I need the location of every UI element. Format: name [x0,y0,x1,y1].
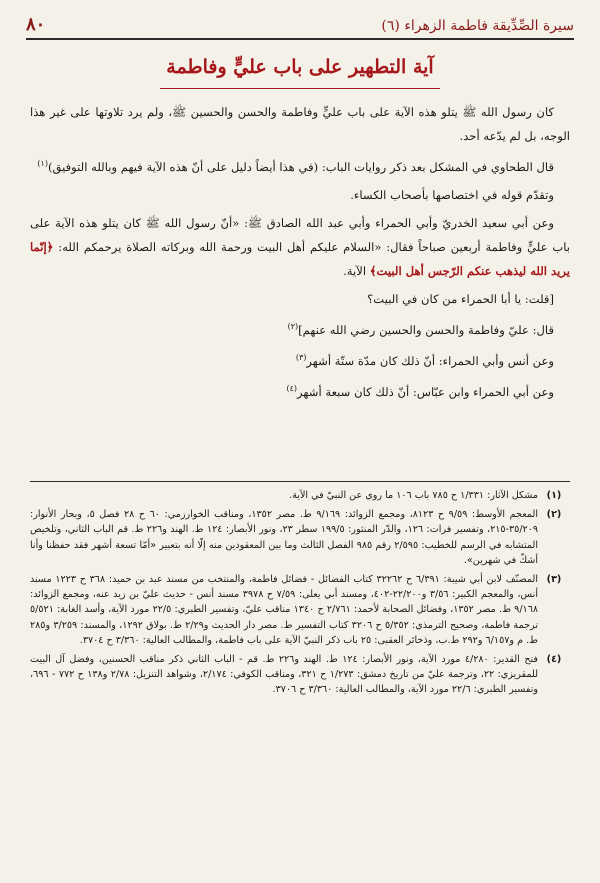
paragraph [30,183,570,207]
paragraph-text: [قلت: يا أبا الحمراء من كان في البيت؟ [367,291,554,306]
footnote-number: (١) [546,490,562,501]
paragraph-text: الآية. [343,263,370,278]
page-number: ٨٠ [26,14,46,35]
running-title: سيرة الصِّدِّيقة فاطمة الزهراء (٦) [381,18,574,34]
paragraph-text: كان رسول الله ﷺ يتلو هذه الآية على باب عليٍّ وفاطمة والحسن والحسين ﷺ، ولم يرد تلاوتها على غير هذا الوجه، بل لم يدّعه أحد. [30,105,570,143]
footnote-item [30,488,570,503]
footnote-text: فتح القدير: ٤/٢٨٠ مورد الآية، ونور الأبصار: ١٢٤ ط. الهند و٢٢٦ ط. قم - الباب الثاني ذكر مناقب الحسنين، وفضل آل البيت للمقريزي: ٢٢، وترجمة عليّ من تاريخ دمشق: ١/٢٧٣ ح ٣٢١، ومناقب الكوفي: ٢/١٧٤، وشواهد التنزيل: ٢/٧٨ و١٣٨ ح ٧٧٢ - ٦٩٦، وتفسير الطبري: ٢٢/٦ مورد الآية، والمطالب العالية: ٣/٣٦٠ ح ٣٧٠٦. [30,654,539,696]
paragraph-text: وعن أبي الحمراء وابن عبّاس: أنّ ذلك كان سبعة أشهر [297,384,554,399]
footnote-text: مشكل الآثار: ١/٣٣١ ح ٧٨٥ باب ١٠٦ ما روي عن النبيّ في الآية. [289,490,538,501]
footnote-text: المعجم الأوسط: ٩/٥٩ ح ٨١٢٣، ومجمع الزوائد: ٩/١٦٩ ط. مصر ١٣٥٢، ومناقب الخوارزمي: ٦٠ ح ٢٨ فصل ٥، وبحار الأنوار: ٣٥/٢٠٩-٢١٥، وتفسير فرات: ١٢٦، والدّر المنثور: ١٩٩/٥ سطر ٢٣، ونور الأبصار: ١٢٤ ط. الهند و٢٢٦ ط. قم الباب الثاني، وتلخيص المتشابه في الرسم للخطيب: ٢/٥٩٥ رقم ٩٨٥ الفصل الثالث وما بين المعقودين منه إلّا أنه بتعبير «أمّا تسعة أشهر فقد حفظنا وأنا أشكّ في شهرين». [30,509,539,566]
paragraph [30,346,570,373]
paragraph-text: قال: عليّ وفاطمة والحسن والحسين رضي الله عنهم] [298,322,554,337]
paragraph [30,315,570,342]
paragraph [30,211,570,283]
footnote-number: (٤) [546,654,562,666]
paragraph-text: وعن أنس وأبي الحمراء: أنّ ذلك كان مدّة ستّة أشهر [306,353,554,368]
footnote-ref[interactable]: (٣) [295,352,307,362]
paragraph [30,377,570,404]
main-text [30,100,570,407]
paragraph-text: وعن أبي سعيد الخدريّ وأبي الحمراء وأبي عبد الله الصادق ﷺ: «أنّ رسول الله ﷺ كان يتلو هذه الآية على باب عليٍّ وفاطمة أربعين صباحاً فقال: «السلام عليكم أهل البيت ورحمة الله وبركاته الصلاة يرحمكم الله: [30,215,570,254]
footnote-item [30,652,570,698]
paragraph [30,287,570,311]
footnote-ref[interactable]: (٤) [286,383,298,393]
footnote-text: المصنّف لابن أبي شيبة: ٦/٣٩١ ح ٣٢٢٦٢ كتاب الفضائل - فضائل فاطمة، والمنتخب من مسند عبد بن حميد: ٣٦٨ ح ١٢٢٣ مسند أنس، والمعجم الكبير: ٣/٥٦ و٢٢/٢٠٠-٤٠٢، ومسند أبي يعلى: ٧/٥٩ ح ٣٩٧٨ مسند أنس - حديث عليّ بن زيد عنه، ومجمع الزوائد: ٩/١٦٨ ط. مصر ١٣٥٢، وفضائل الصحابة لأحمد: ٢/٧٦١ ح ١٣٤٠ مناقب عليّ، وتفسير الطبري: ٢٢/٥ مورد الآية، وأسد الغابة: ٥/٥٢١ ترجمة فاطمة، وصحيح الترمذي: ٥/٣٥٢ ح ٣٢٠٦ كتاب التفسير ط. مصر دار الحديث و٢/٢٩ ط. بولاق ١٢٩٢، والمسند: ٣/٢٥٩ و٢٨٥ ط. م و٦/١٥٧ و٢٩٢ ط.ب، وذخائر العقبى: ٢٥ باب ذكر النبيّ الآية على باب فاطمة، والمطالب العالية: ٣/٣٦٠ ح ٣٧٠٤. [30,574,539,646]
paragraph-text: قال الطحاوي في المشكل بعد ذكر روايات الباب: (في هذا أيضاً دليل على أنّ هذه الآية فيهم وبالله التوفيق) [47,159,554,174]
footnote-item [30,507,570,568]
paragraph-text: وتقدّم قوله في اختصاصها بأصحاب الكساء. [350,187,554,202]
paragraph [30,152,570,179]
footnote-ref[interactable]: (١) [37,159,48,168]
section-title: آية التطهير على باب عليٍّ وفاطمة [166,56,434,78]
paragraph [30,100,570,148]
title-underline [160,88,440,89]
footnote-number: (٣) [546,574,562,586]
footnote-separator [30,481,570,482]
running-header [26,8,574,40]
footnote-ref[interactable]: (٢) [287,321,299,331]
quran-verse: ﴿إنّما يريد الله ليذهب عنكم الرّجس أهل البيت﴾ [30,239,570,278]
footnote-number: (٢) [546,509,562,521]
footnote-item [30,572,570,648]
footnotes [30,488,570,702]
